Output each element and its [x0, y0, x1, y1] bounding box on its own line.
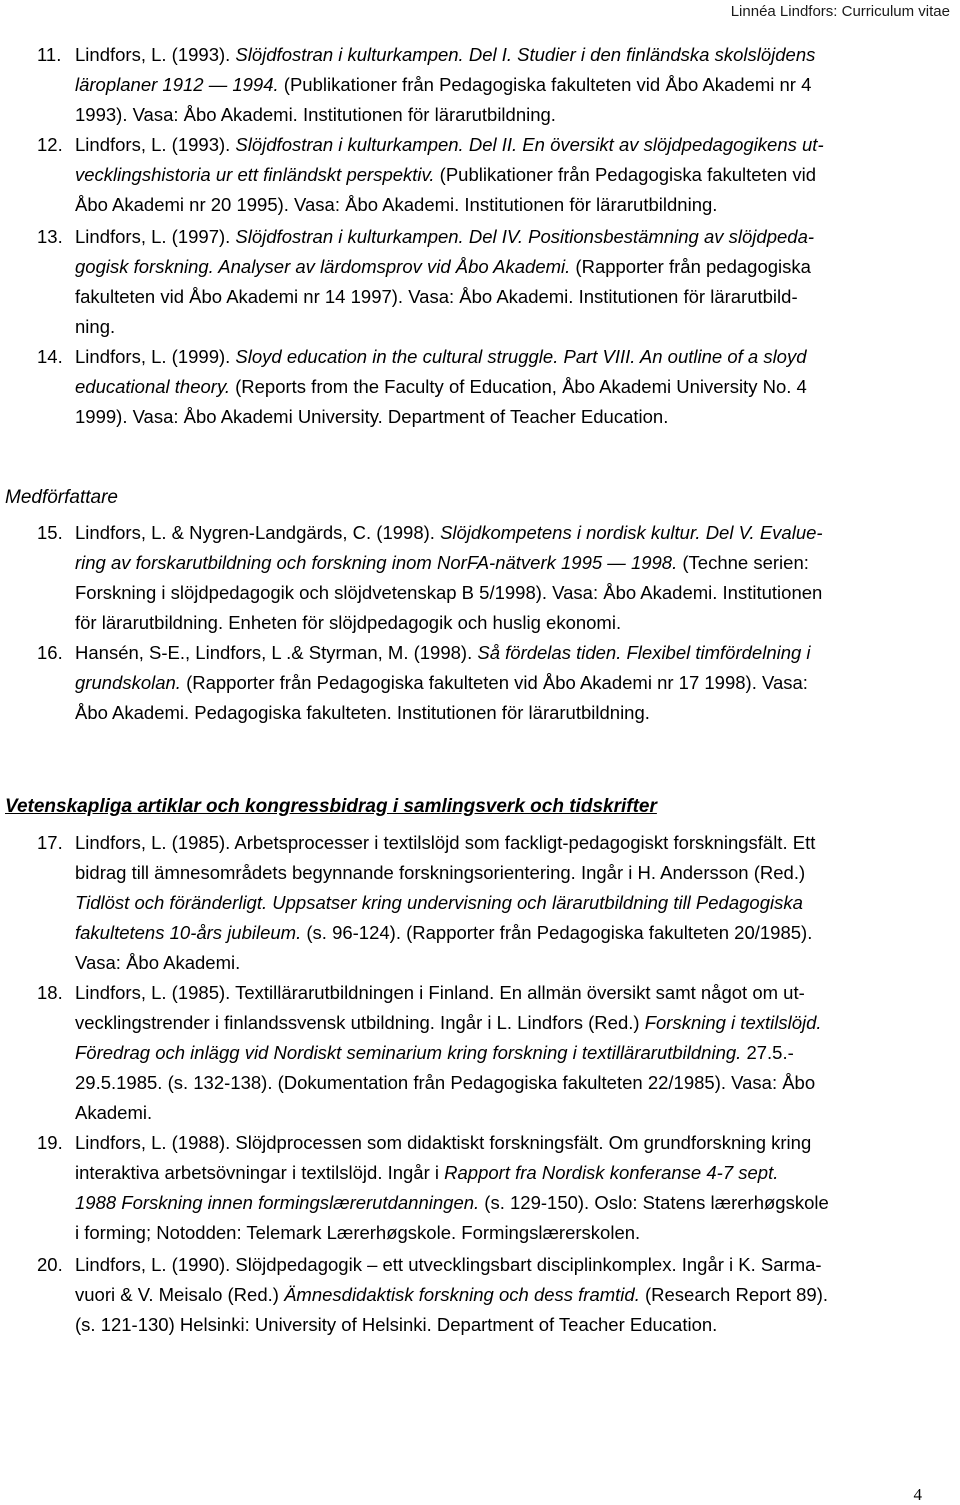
reference-entry-line	[0, 226, 814, 248]
reference-entry-line	[0, 1254, 822, 1276]
citation-text: 1993). Vasa: Åbo Akademi. Institutionen för lärarutbildning.	[75, 104, 556, 125]
citation-text: bidrag till ämnesområdets begynnande forskningsorientering. Ingår i H. Andersson (Red.)	[75, 862, 806, 883]
italic-title-text: gogisk forskning. Analyser av lärdomsprov vid Åbo Akademi.	[75, 256, 571, 277]
citation-text: i forming; Notodden: Telemark Lærerhøgskole. Formingslærerskolen.	[75, 1222, 641, 1243]
reference-entry-line	[0, 346, 807, 368]
citation-text: vuori & V. Meisalo (Red.)	[75, 1284, 285, 1305]
section-heading-vetenskapliga: Vetenskapliga artiklar och kongressbidrag i samlingsverk och tidskrifter	[5, 796, 657, 817]
reference-continuation-line	[75, 316, 115, 338]
italic-title-text: Ämnesdidaktisk forskning och dess framtid.	[284, 1284, 640, 1305]
citation-text: Lindfors, L. (1985). Arbetsprocesser i textilslöjd som fackligt-pedagogiskt forskningsfält. Ett	[75, 832, 816, 853]
citation-text: Lindfors, L. & Nygren-Landgärds, C. (1998).	[75, 522, 441, 543]
reference-continuation-line	[75, 1192, 829, 1214]
italic-title-text: Forskning i textilslöjd.	[644, 1012, 822, 1033]
citation-text: 1999). Vasa: Åbo Akademi University. Department of Teacher Education.	[75, 406, 669, 427]
reference-entry-line	[0, 982, 805, 1004]
italic-title-text: Rapport fra Nordisk konferanse 4-7 sept.	[444, 1162, 779, 1183]
citation-text: Lindfors, L. (1985). Textillärarutbildningen i Finland. En allmän översikt samt något om ut-	[75, 982, 805, 1003]
reference-continuation-line	[75, 862, 805, 884]
reference-entry-line	[0, 642, 811, 664]
reference-continuation-line	[75, 1072, 815, 1094]
citation-text: Vasa: Åbo Akademi.	[75, 952, 241, 973]
italic-title-text: vecklingshistoria ur ett finländskt perspektiv.	[75, 164, 435, 185]
citation-text: (Rapporter från pedagogiska	[570, 256, 811, 277]
citation-text: ning.	[75, 316, 116, 337]
reference-continuation-line	[75, 164, 816, 186]
citation-text: (Research Report 89).	[639, 1284, 829, 1305]
citation-text: Åbo Akademi. Pedagogiska fakulteten. Institutionen för lärarutbildning.	[75, 702, 650, 723]
reference-continuation-line	[75, 892, 803, 914]
reference-entry-line	[0, 832, 815, 854]
citation-text: Lindfors, L. (1999).	[75, 346, 236, 367]
citation-text: Hansén, S-E., Lindfors, L .& Styrman, M. (1998).	[75, 642, 478, 663]
citation-text: fakulteten vid Åbo Akademi nr 14 1997). Vasa: Åbo Akademi. Institutionen för lärarutbild-	[75, 286, 798, 307]
italic-title-text: 1988 Forskning innen formingslærerutdanningen.	[75, 1192, 480, 1213]
italic-title-text: Slöjdfostran i kulturkampen. Del I. Studier i den finländska skolslöjdens	[235, 44, 816, 65]
citation-text: Forskning i slöjdpedagogik och slöjdvetenskap B 5/1998). Vasa: Åbo Akademi. Institutionen	[75, 582, 823, 603]
italic-title-text: läroplaner 1912 — 1994.	[75, 74, 279, 95]
reference-continuation-line	[75, 582, 822, 604]
italic-title-text: fakultetens 10-års jubileum.	[75, 922, 302, 943]
citation-text: Lindfors, L. (1990). Slöjdpedagogik – ett utvecklingsbart disciplinkomplex. Ingår i K. Sarma-	[75, 1254, 822, 1275]
citation-text: Lindfors, L. (1993).	[75, 134, 236, 155]
section-heading-medforfattare: Medförfattare	[5, 487, 118, 508]
reference-entry-line	[0, 522, 823, 544]
italic-title-text: educational theory.	[75, 376, 230, 397]
reference-continuation-line	[75, 194, 717, 216]
citation-text: Akademi.	[75, 1102, 153, 1123]
citation-text: 27.5.-	[741, 1042, 794, 1063]
citation-text: (Techne serien:	[677, 552, 809, 573]
entry-number: 15.	[37, 522, 63, 543]
entry-number: 17.	[37, 832, 63, 853]
entry-number: 11.	[37, 44, 62, 65]
reference-continuation-line	[75, 1314, 717, 1336]
reference-continuation-line	[75, 74, 811, 96]
citation-text: Lindfors, L. (1997).	[75, 226, 236, 247]
entry-number: 13.	[37, 226, 63, 247]
reference-continuation-line	[75, 256, 811, 278]
reference-continuation-line	[75, 1042, 794, 1064]
italic-title-text: Föredrag och inlägg vid Nordiskt seminarium kring forskning i textillärarutbildning.	[75, 1042, 742, 1063]
reference-entry-line	[0, 134, 824, 156]
citation-text: (s. 121-130) Helsinki: University of Helsinki. Department of Teacher Education.	[75, 1314, 718, 1335]
citation-text: (Publikationer från Pedagogiska fakulteten vid Åbo Akademi nr 4	[278, 74, 812, 95]
entry-number: 19.	[37, 1132, 63, 1153]
entry-number: 14.	[37, 346, 63, 367]
reference-continuation-line	[75, 702, 650, 724]
reference-continuation-line	[75, 1162, 778, 1184]
citation-text: Lindfors, L. (1993).	[75, 44, 236, 65]
italic-title-text: Sloyd education in the cultural struggle. Part VIII. An outline of a sloyd	[235, 346, 807, 367]
citation-text: interaktiva arbetsövningar i textilslöjd. Ingår i	[75, 1162, 445, 1183]
entry-number: 12.	[37, 134, 63, 155]
italic-title-text: Så fördelas tiden. Flexibel timfördelning i	[477, 642, 811, 663]
citation-text: (Rapporter från Pedagogiska fakulteten vid Åbo Akademi nr 17 1998). Vasa:	[180, 672, 808, 693]
entry-number: 20.	[37, 1254, 63, 1275]
citation-text: (Publikationer från Pedagogiska fakulteten vid	[434, 164, 817, 185]
citation-text: för lärarutbildning. Enheten för slöjdpedagogik och huslig ekonomi.	[75, 612, 622, 633]
reference-continuation-line	[75, 1222, 640, 1244]
citation-text: (Reports from the Faculty of Education, Åbo Akademi University No. 4	[229, 376, 807, 397]
italic-title-text: Tidlöst och föränderligt. Uppsatser kring undervisning och lärarutbildning till Pedagogiska	[75, 892, 803, 913]
italic-title-text: ring av forskarutbildning och forskning inom NorFA-nätverk 1995 — 1998.	[75, 552, 678, 573]
reference-continuation-line	[75, 286, 798, 308]
entry-number: 18.	[37, 982, 63, 1003]
reference-continuation-line	[75, 952, 240, 974]
italic-title-text: Slöjdfostran i kulturkampen. Del II. En översikt av slöjdpedagogikens ut-	[235, 134, 824, 155]
citation-text: Åbo Akademi nr 20 1995). Vasa: Åbo Akademi. Institutionen för lärarutbildning.	[75, 194, 718, 215]
running-header: Linnéa Lindfors: Curriculum vitae	[730, 3, 950, 20]
citation-text: Lindfors, L. (1988). Slöjdprocessen som didaktiskt forskningsfält. Om grundforskning kring	[75, 1132, 812, 1153]
reference-continuation-line	[75, 376, 807, 398]
reference-continuation-line	[75, 1284, 828, 1306]
reference-continuation-line	[75, 406, 668, 428]
citation-text: (s. 96-124). (Rapporter från Pedagogiska fakulteten 20/1985).	[301, 922, 813, 943]
page-number: 4	[913, 1485, 922, 1504]
reference-entry-line	[0, 1132, 811, 1154]
reference-continuation-line	[75, 672, 808, 694]
reference-continuation-line	[75, 922, 812, 944]
reference-continuation-line	[75, 1102, 152, 1124]
reference-continuation-line	[75, 104, 556, 126]
citation-text: (s. 129-150). Oslo: Statens lærerhøgskole	[479, 1192, 829, 1213]
italic-title-text: grundskolan.	[75, 672, 181, 693]
italic-title-text: Slöjdfostran i kulturkampen. Del IV. Positionsbestämning av slöjdpeda-	[235, 226, 815, 247]
citation-text: vecklingstrender i finlandssvensk utbildning. Ingår i L. Lindfors (Red.)	[75, 1012, 645, 1033]
entry-number: 16.	[37, 642, 63, 663]
reference-continuation-line	[75, 1012, 822, 1034]
reference-continuation-line	[75, 552, 809, 574]
reference-continuation-line	[75, 612, 621, 634]
citation-text: 29.5.1985. (s. 132-138). (Dokumentation från Pedagogiska fakulteten 22/1985). Vasa: Åbo	[75, 1072, 816, 1093]
italic-title-text: Slöjdkompetens i nordisk kultur. Del V. Evalue-	[440, 522, 823, 543]
reference-entry-line	[0, 44, 815, 66]
